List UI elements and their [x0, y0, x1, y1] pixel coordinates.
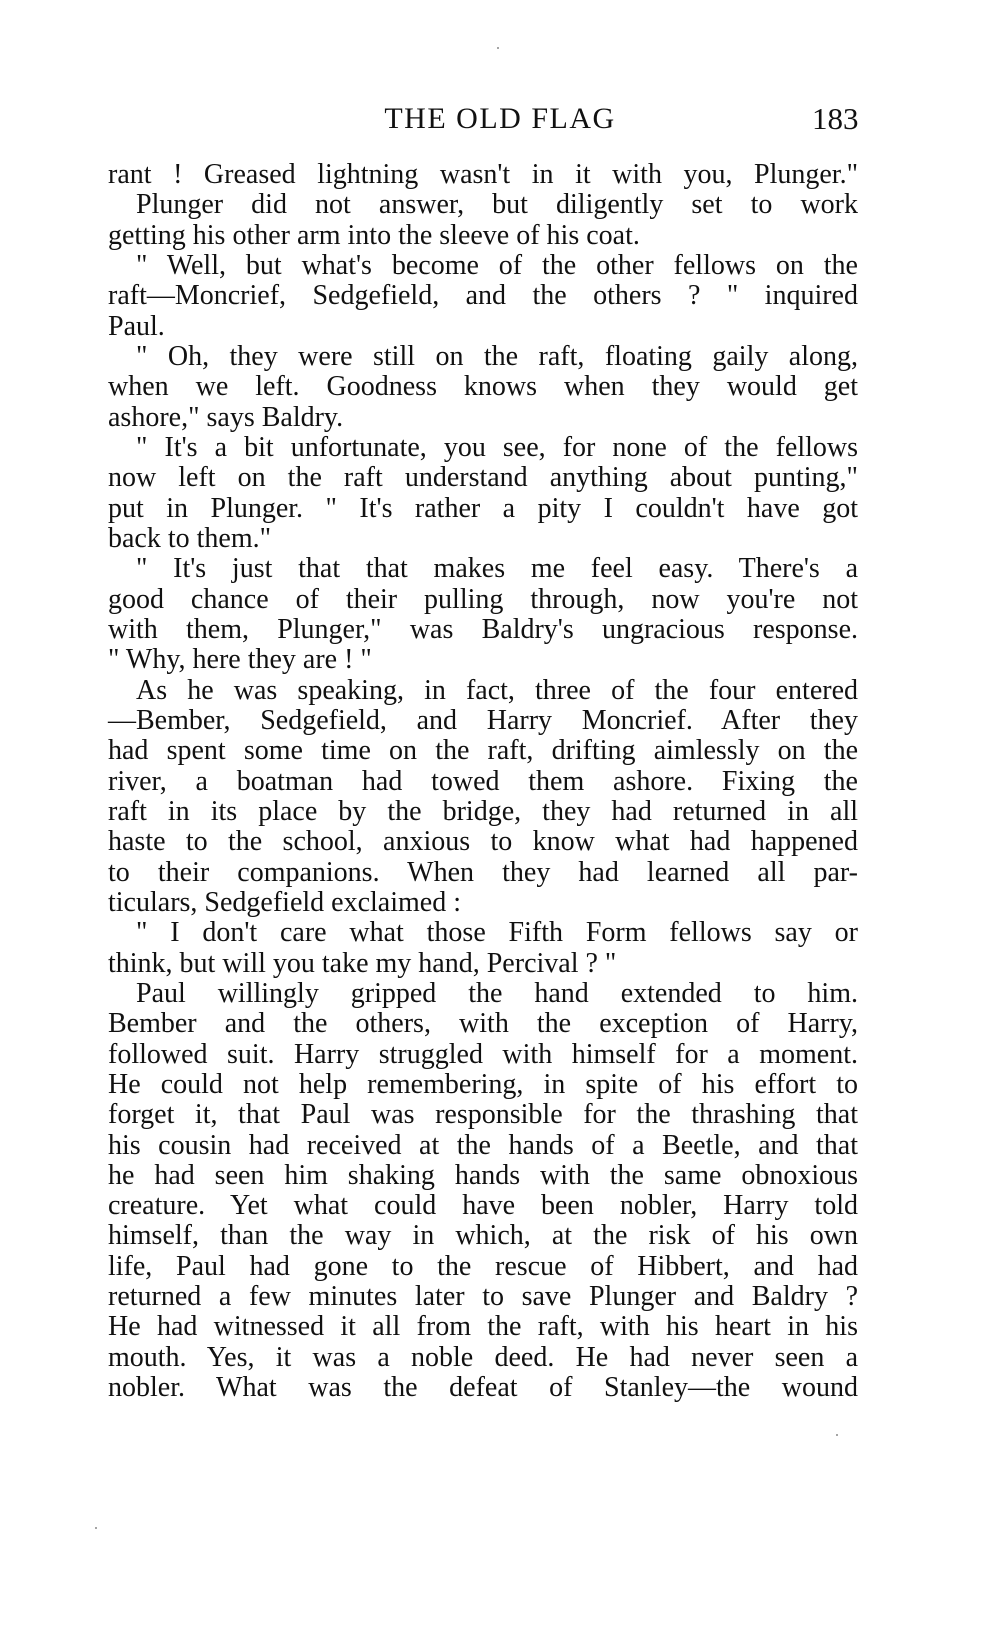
text-line: Plunger did not answer, but diligently set to work	[136, 189, 858, 221]
text-line: followed suit. Harry struggled with himself for a moment.	[108, 1038, 858, 1070]
text-line: he had seen him shaking hands with the same obnoxious	[108, 1159, 858, 1191]
text-line: mouth. Yes, it was a noble deed. He had never seen a	[108, 1341, 858, 1373]
text-line: Bember and the others, with the exception of Harry,	[108, 1008, 858, 1040]
scan-speck	[836, 1434, 838, 1436]
text-line: He could not help remembering, in spite of his effort to	[108, 1068, 858, 1100]
text-line: nobler. What was the defeat of Stanley—the wound	[108, 1372, 858, 1404]
text-line: life, Paul had gone to the rescue of Hibbert, and had	[108, 1250, 858, 1282]
text-line: Paul willingly gripped the hand extended to him.	[136, 977, 858, 1009]
scan-speck	[497, 47, 499, 49]
text-line: Paul.	[108, 310, 165, 342]
text-line: haste to the school, anxious to know what had happened	[108, 826, 858, 858]
text-line: his cousin had received at the hands of a Beetle, and that	[108, 1129, 858, 1161]
text-line: " Well, but what's become of the other fellows on the	[136, 249, 858, 281]
text-line: had spent some time on the raft, drifting aimlessly on the	[108, 735, 858, 767]
text-line: rant ! Greased lightning wasn't in it with you, Plunger."	[108, 159, 858, 190]
text-line: returned a few minutes later to save Plunger and Baldry ?	[108, 1281, 858, 1313]
text-line: " I don't care what those Fifth Form fellows say or	[136, 917, 858, 949]
text-line: As he was speaking, in fact, three of the four entered	[136, 674, 858, 706]
text-line: —Bember, Sedgefield, and Harry Moncrief. After they	[108, 704, 858, 736]
text-line: to their companions. When they had learned all par-	[108, 856, 858, 888]
text-line: raft in its place by the bridge, they had returned in all	[108, 795, 858, 827]
text-line: He had witnessed it all from the raft, with his heart in his	[108, 1311, 858, 1343]
text-line: back to them."	[108, 522, 272, 554]
text-line: ticulars, Sedgefield exclaimed :	[108, 886, 461, 918]
text-line: getting his other arm into the sleeve of his coat.	[108, 219, 640, 251]
text-line: raft—Moncrief, Sedgefield, and the others ? " inquired	[108, 280, 858, 312]
text-line: think, but will you take my hand, Percival ? "	[108, 947, 617, 979]
body-text	[108, 160, 858, 1403]
running-title: THE OLD FLAG	[384, 102, 616, 135]
text-line: river, a boatman had towed them ashore. Fixing the	[108, 765, 858, 797]
text-line: " Why, here they are ! "	[108, 644, 372, 676]
text-line: with them, Plunger," was Baldry's ungracious response.	[108, 613, 858, 645]
text-line: now left on the raft understand anything about punting,"	[108, 462, 858, 494]
text-line: put in Plunger. " It's rather a pity I couldn't have got	[108, 492, 858, 524]
page-number: 183	[812, 101, 859, 136]
text-line: creature. Yet what could have been nobler, Harry told	[108, 1190, 858, 1222]
text-line: ashore," says Baldry.	[108, 401, 344, 433]
scan-speck	[95, 1527, 97, 1529]
text-line: " It's a bit unfortunate, you see, for none of the fellows	[136, 431, 858, 463]
text-line: good chance of their pulling through, now you're not	[108, 583, 858, 615]
text-line: when we left. Goodness knows when they would get	[108, 371, 858, 403]
text-line: himself, than the way in which, at the risk of his own	[108, 1220, 858, 1252]
text-line: forget it, that Paul was responsible for the thrashing that	[108, 1099, 858, 1131]
text-line: " It's just that that makes me feel easy. There's a	[136, 553, 858, 585]
text-line: " Oh, they were still on the raft, floating gaily along,	[136, 340, 858, 372]
